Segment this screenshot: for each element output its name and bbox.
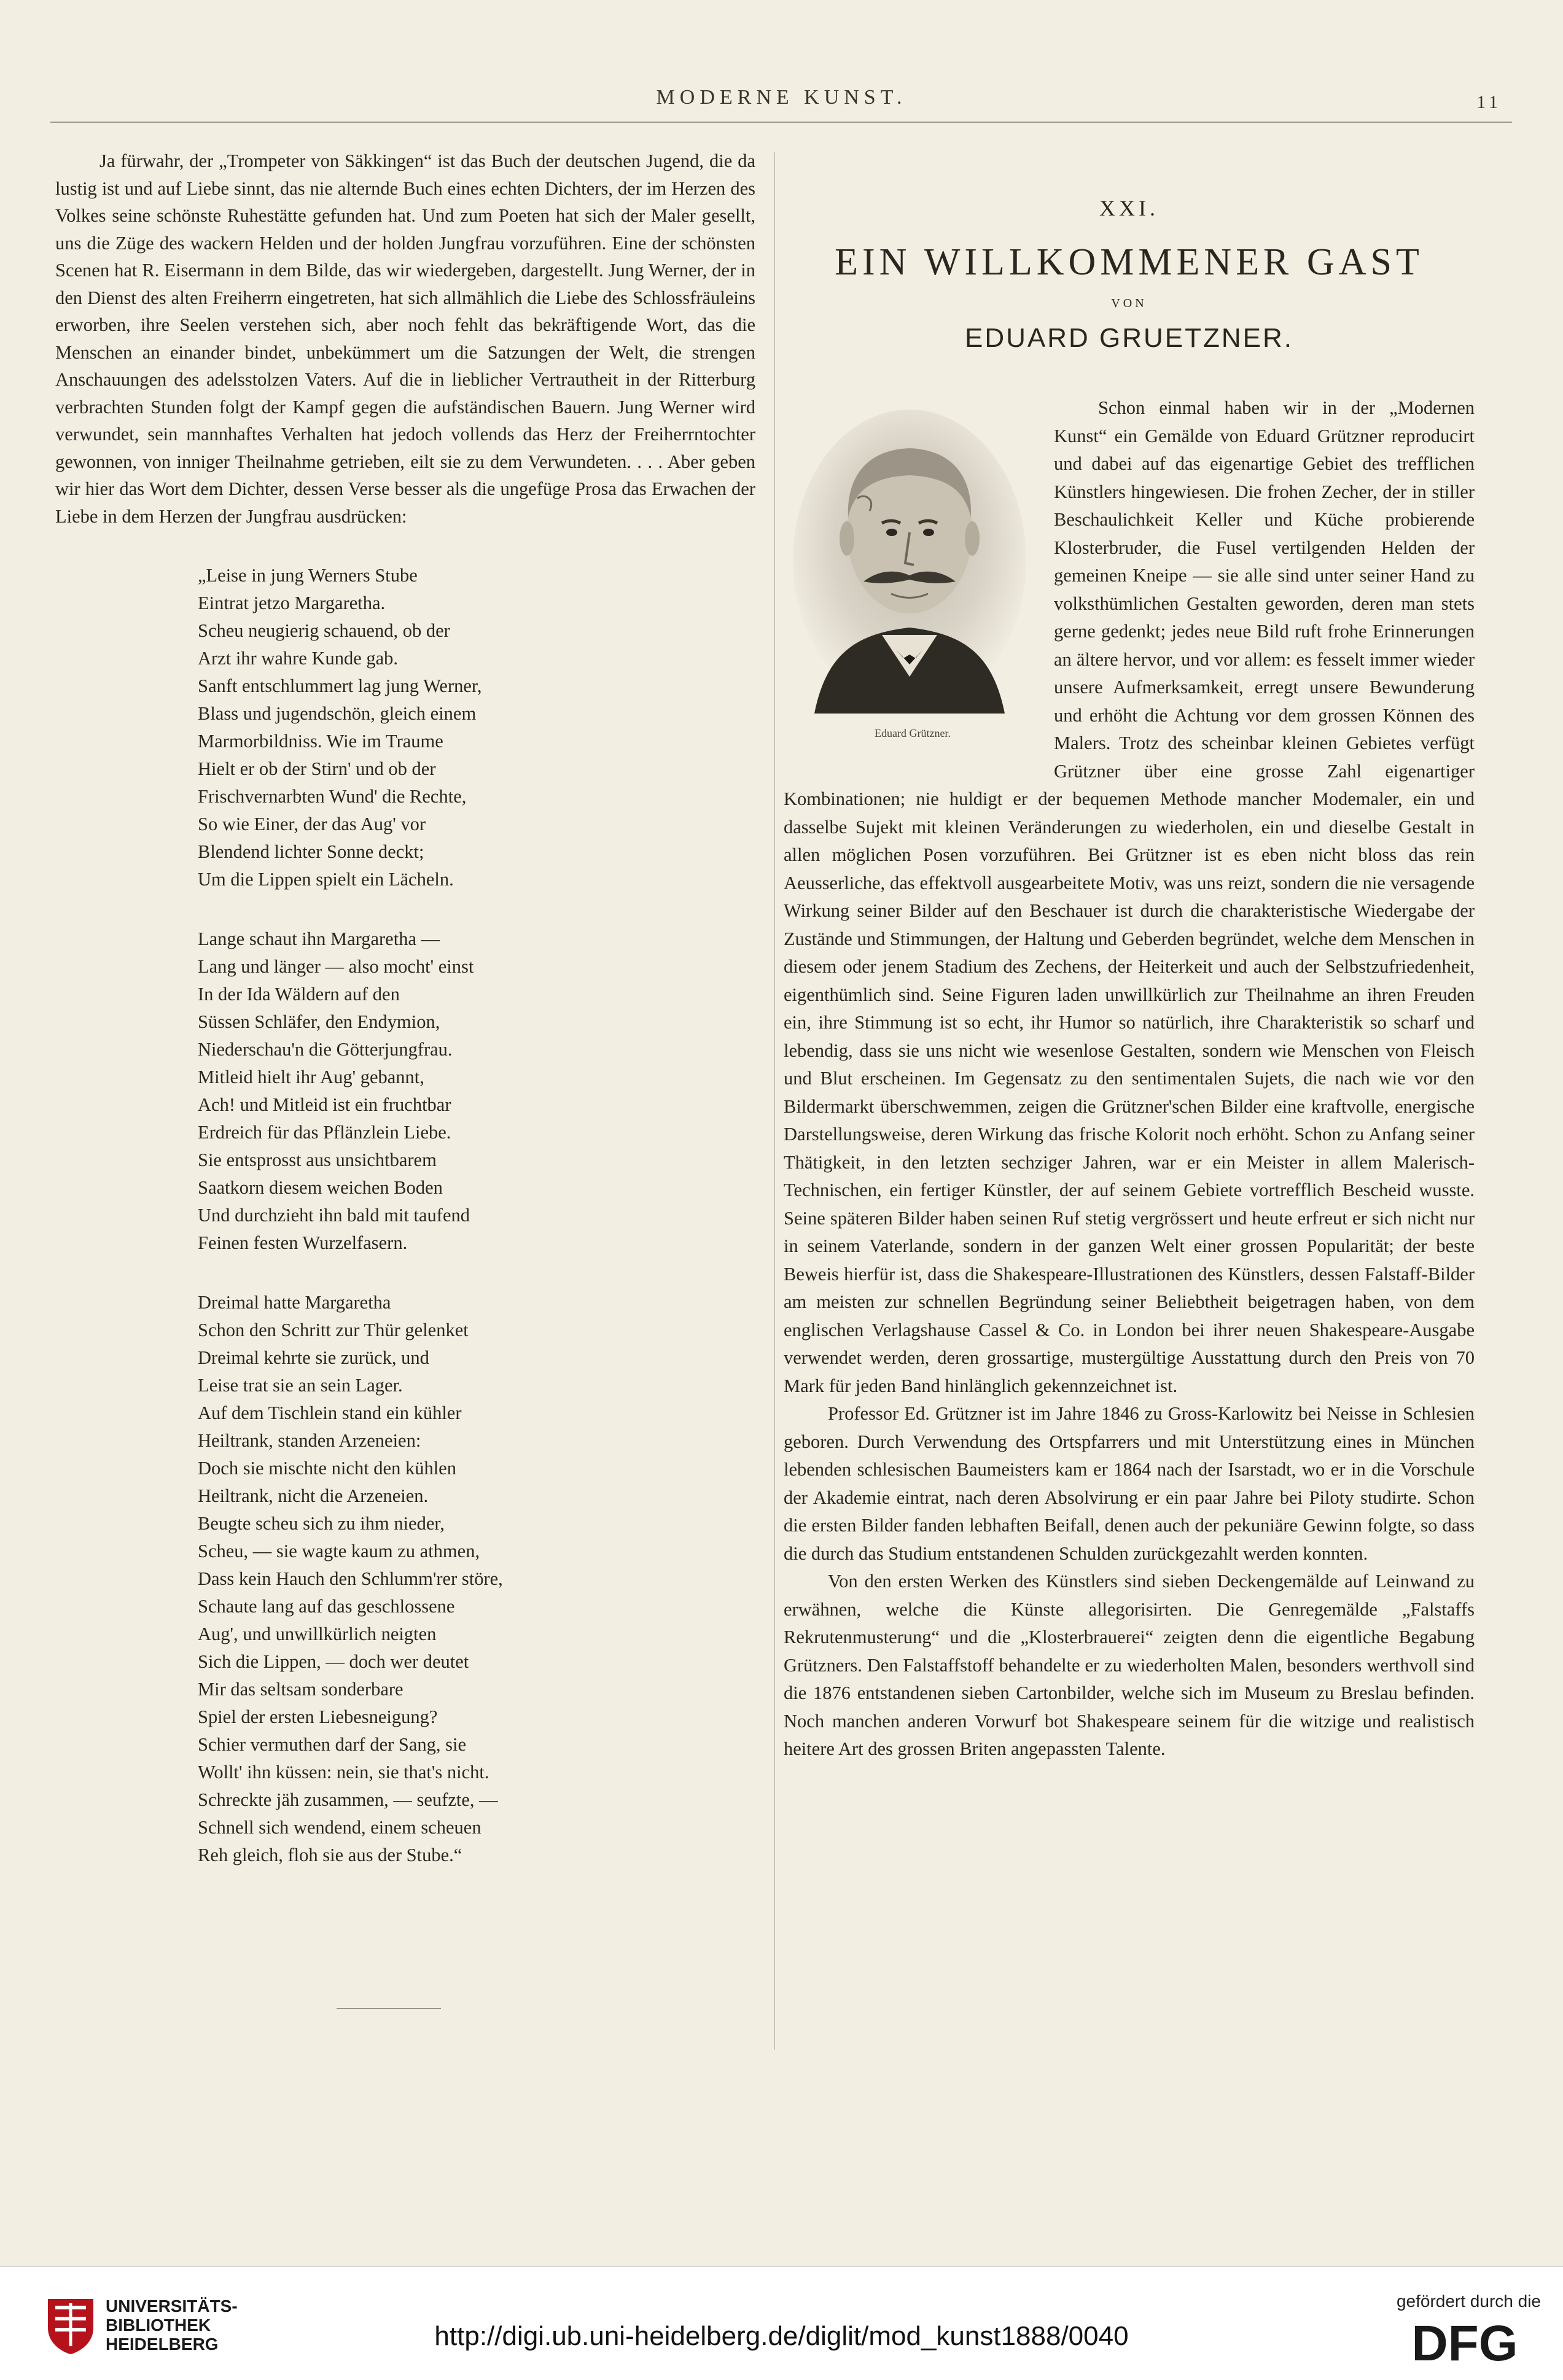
poem-line: Feinen festen Wurzelfasern. — [198, 1232, 408, 1253]
page-number: 11 — [1476, 92, 1502, 112]
funded-by-label: gefördert durch die — [1396, 2292, 1541, 2311]
right-column — [784, 147, 1475, 1764]
poem-line: Lange schaut ihn Margaretha — — [198, 928, 440, 949]
poem-stanza-1 — [198, 562, 755, 893]
poem-line: Heiltrank, standen Arzeneien: — [198, 1430, 421, 1451]
poem-line: Schon den Schritt zur Thür gelenket — [198, 1320, 469, 1340]
source-url-link[interactable]: http://digi.ub.uni-heidelberg.de/diglit/mod_kunst1888/0040 — [434, 2321, 1129, 2351]
poem-line: Arzt ihr wahre Kunde gab. — [198, 648, 399, 669]
poem-line: Schreckte jäh zusammen, — seufzte, — — [198, 1789, 498, 1810]
library-name-line: HEIDELBERG — [106, 2335, 219, 2354]
end-rule — [337, 2008, 441, 2009]
poem-line: Blendend lichter Sonne deckt; — [198, 841, 424, 862]
poem-line: Hielt er ob der Stirn' und ob der — [198, 758, 436, 779]
poem-line: „Leise in jung Werners Stube — [198, 565, 418, 586]
library-name-line: UNIVERSITÄTS- — [106, 2296, 238, 2316]
poem-stanza-3 — [198, 1289, 755, 1869]
digitization-footer — [0, 2266, 1563, 2380]
poem-line: Frischvernarbten Wund' die Rechte, — [198, 786, 467, 807]
poem-line: Mir das seltsam sonderbare — [198, 1679, 403, 1700]
poem-line: Leise trat sie an sein Lager. — [198, 1375, 403, 1396]
library-name-line: BIBLIOTHEK — [106, 2316, 211, 2335]
header-rule — [50, 122, 1512, 123]
poem-line: Marmorbildniss. Wie im Traume — [198, 731, 443, 752]
portrait-engraving — [790, 406, 1029, 714]
poem-line: Dass kein Hauch den Schlumm'rer störe, — [198, 1568, 503, 1589]
poem-line: Doch sie mischte nicht den kühlen — [198, 1458, 456, 1479]
poem-line: Heiltrank, nicht die Arzeneien. — [198, 1485, 429, 1506]
poem-line: Spiel der ersten Liebesneigung? — [198, 1706, 438, 1727]
poem-line: Sich die Lippen, — doch wer deutet — [198, 1651, 469, 1672]
poem-line: So wie Einer, der das Aug' vor — [198, 814, 426, 834]
poem-line: Scheu neugierig schauend, ob der — [198, 620, 450, 641]
poem-line: Süssen Schläfer, den Endymion, — [198, 1011, 440, 1032]
column-divider — [774, 152, 775, 2050]
article-paragraph-3: Von den ersten Werken des Künstlers sind sieben Deckengemälde auf Leinwand zu erwähnen, welche die Künste allegorisirten. Die Genregemälde „Falstaffs Rekrutenmusterung“ und die „Klosterbrauerei“ zeigten denn die eigentliche Begabung Grützners. Den Falstaffstoff behandelte er zu wiederholten Malen, besonders werthvoll sind die 1876 entstandenen sieben Cartonbilder, welche sich im Museum zu Breslau befinden. Noch manchen anderen Vorwurf bot Shakespeare seinem für die witzige und realistisch heitere Art des grossen Briten angepassten Talente. — [784, 1571, 1475, 1759]
dfg-logo-text: DFG — [1411, 2317, 1518, 2366]
portrait-figure — [784, 406, 1042, 763]
poem-line: Wollt' ihn küssen: nein, sie that's nicht. — [198, 1762, 489, 1783]
poem-line: Reh gleich, floh sie aus der Stube.“ — [198, 1845, 462, 1865]
poem-line: Mitleid hielt ihr Aug' gebannt, — [198, 1067, 424, 1087]
poem-line: Schnell sich wendend, einem scheuen — [198, 1817, 481, 1838]
by-line: VON — [1111, 297, 1147, 310]
poem-line: In der Ida Wäldern auf den — [198, 984, 400, 1005]
poem-line: Und durchzieht ihn bald mit taufend — [198, 1205, 470, 1226]
poem-line: Dreimal hatte Margaretha — [198, 1292, 391, 1313]
poem-line: Sanft entschlummert lag jung Werner, — [198, 675, 482, 696]
poem-line: Erdreich für das Pflänzlein Liebe. — [198, 1122, 451, 1143]
chapter-number: XXI. — [1099, 196, 1159, 220]
poem-stanza-2 — [198, 925, 755, 1257]
poem-line: Um die Lippen spielt ein Lächeln. — [198, 869, 454, 890]
poem-line: Ach! und Mitleid ist ein fruchtbar — [198, 1094, 451, 1115]
poem-line: Sie entsprosst aus unsichtbarem — [198, 1149, 437, 1170]
poem-line: Eintrat jetzo Margaretha. — [198, 593, 386, 613]
article-paragraph-2: Professor Ed. Grützner ist im Jahre 1846 zu Gross-Karlowitz bei Neisse in Schlesien geboren. Durch Verwendung des Ortspfarrers und mit Unterstützung eines in München lebenden schlesischen Baumeisters kam er 1864 nach der Isarstadt, wo er in die Vorschule der Akademie eintrat, nach deren Absolvirung er ein paar Jahre bei Piloty studirte. Schon die ersten Bilder fanden lebhaften Beifall, denen auch der pekuniäre Gewinn folgte, so dass die durch das Studium entstandenen Schulden zurückgezahlt werden konnten. — [784, 1403, 1475, 1564]
poem-line: Beugte scheu sich zu ihm nieder, — [198, 1513, 445, 1534]
poem-line: Auf dem Tischlein stand ein kühler — [198, 1402, 462, 1423]
poem-line: Dreimal kehrte sie zurück, und — [198, 1347, 429, 1368]
poem-line: Blass und jugendschön, gleich einem — [198, 703, 477, 724]
poem-line: Schaute lang auf das geschlossene — [198, 1596, 455, 1617]
poem-line: Aug', und unwillkürlich neigten — [198, 1624, 437, 1644]
left-column — [55, 147, 755, 1869]
dfg-logo-icon — [1391, 2317, 1538, 2366]
poem-line: Scheu, — sie wagte kaum zu athmen, — [198, 1541, 480, 1561]
article-paragraph-1: Schon einmal haben wir in der „Modernen Kunst“ ein Gemälde von Eduard Grützner reproducirt und dabei auf das eigenartige Gebiet des trefflichen Künstlers hingewiesen. Die frohen Zecher, der in stiller Beschaulichkeit Keller und Küche probierende Klosterbruder, die Fusel vertilgenden Helden der gemeinen Kneipe — sie alle sind unter seiner Hand zu volksthümlichen Gestalten geworden, deren man stets gerne gedenkt; jedes neue Bild ruft frohe Erinnerungen an ältere hervor, und vor allem: es fesselt immer wieder unsere Aufmerksamkeit, erregt unsere Bewunderung und erhöht die Achtung vor dem grossen Können des Malers. Trotz des scheinbar kleinen Gebietes verfügt Grützner über eine grosse Zahl eigenartiger Kombinationen; nie huldigt er der bequemen Methode mancher Modemaler, ein und dasselbe Sujekt mit kleinen Veränderungen zu wiederholen, ein und dieselbe Gestalt in allen möglichen Posen vorzuführen. Bei Grützner ist es eben nicht bloss das rein Aeusserliche, das effektvoll ausgearbeitete Motiv, was uns reizt, sondern die nie versagende Wirkung seiner Bilder auf den Beschauer ist durch die charakteristische Wiedergabe der Zustände und Stimmungen, der Haltung und Geberden begründet, welche dem Menschen in diesem oder jenem Stadium des Zechens, der Heiterkeit und auch der Selbstzufriedenheit, eigenthümlich sind. Seine Figuren laden unwillkürlich zur Theilnahme an ihren Freuden ein, ihre Stimmung ist so echt, ihr Humor so natürlich, ihre Charakteristik so scharf und lebendig, dass sie uns nicht wie wesenlose Gestalten, sondern wie Menschen von Fleisch und Blut erscheinen. Im Gegensatz zu den sentimentalen Sujets, die nach wie vor den Bildermarkt überschwemmen, zeigen die Grützner'schen Bilder eine kraftvolle, energische Darstellungsweise, deren Wirkung das frische Kolorit noch erhöht. Schon zu Anfang seiner Thätigkeit, in den letzten sechziger Jahren, war er ein Meister in allem Malerisch-Technischen, ein fertiger Künstler, der auf seinem Gebiete vortrefflich Bescheid wusste. Seine späteren Bilder haben seinen Ruf stetig vergrössert und heute erfreut er sich nicht nur in seinem Vaterlande, sondern in der ganzen Welt einer grossen Popularität; der beste Beweis hierfür ist, dass die Shakespeare-Illustrationen des Künstlers, dessen Falstaff-Bilder am meisten zur schnellen Begründung seiner Beliebtheit beigetragen haben, von dem englischen Verlagshause Cassel & Co. in London bei ihrer neuen Shakespeare-Ausgabe verwendet werden, deren grossartige, mustergültige Ausstattung durch den Preis von 70 Mark für jeden Band hinlänglich gekennzeichnet ist. — [784, 397, 1475, 1396]
author-name: EDUARD GRUETZNER. — [964, 323, 1294, 353]
poem-line: Saatkorn diesem weichen Boden — [198, 1177, 443, 1198]
intro-paragraph: Ja fürwahr, der „Trompeter von Säkkingen“ ist das Buch der deutschen Jugend, die da lustig ist und auf Liebe sinnt, das nie alternde Buch eines echten Dichters, der im Herzen des Volkes seine schönste Ruhestätte gefunden hat. Und zum Poeten hat sich der Maler gesellt, uns die Züge des wackern Helden und der holden Jungfrau vorzuführen. Eine der schönsten Scenen hat R. Eisermann in dem Bilde, das wir wiedergeben, dargestellt. Jung Werner, der in den Dienst des alten Freiherrn eingetreten, hat sich allmählich die Liebe des Schlossfräuleins erworben, ihre Seelen verstehen sich, aber noch fehlt das bekräftigende Wort, das die Menschen an einander bindet, unbekümmert um die Satzungen der Welt, die strengen Anschauungen des adelsstolzen Vaters. Auf die in lieblicher Vertrautheit in der Ritterburg verbrachten Stunden folgt der Kampf gegen die aufständischen Bauern. Jung Werner wird verwundet, sein mannhaftes Verhalten hat jedoch vollends das Herz der Freiherrntochter gewonnen, von inniger Theilnahme getrieben, eilt sie zu dem Verwundeten. . . . Aber geben wir hier das Wort dem Dichter, dessen Verse besser als die ungefüge Prosa das Erwachen der Liebe in dem Herzen der Jungfrau ausdrücken: — [55, 150, 755, 527]
running-title: MODERNE KUNST. — [656, 86, 907, 109]
poem-line: Niederschau'n die Götterjungfrau. — [198, 1039, 453, 1060]
article-title: EIN WILLKOMMENER GAST — [835, 241, 1424, 283]
poem-line: Lang und länger — also mocht' einst — [198, 956, 474, 977]
portrait-caption: Eduard Grützner. — [875, 727, 951, 739]
poem-line: Schier vermuthen darf der Sang, sie — [198, 1734, 467, 1755]
